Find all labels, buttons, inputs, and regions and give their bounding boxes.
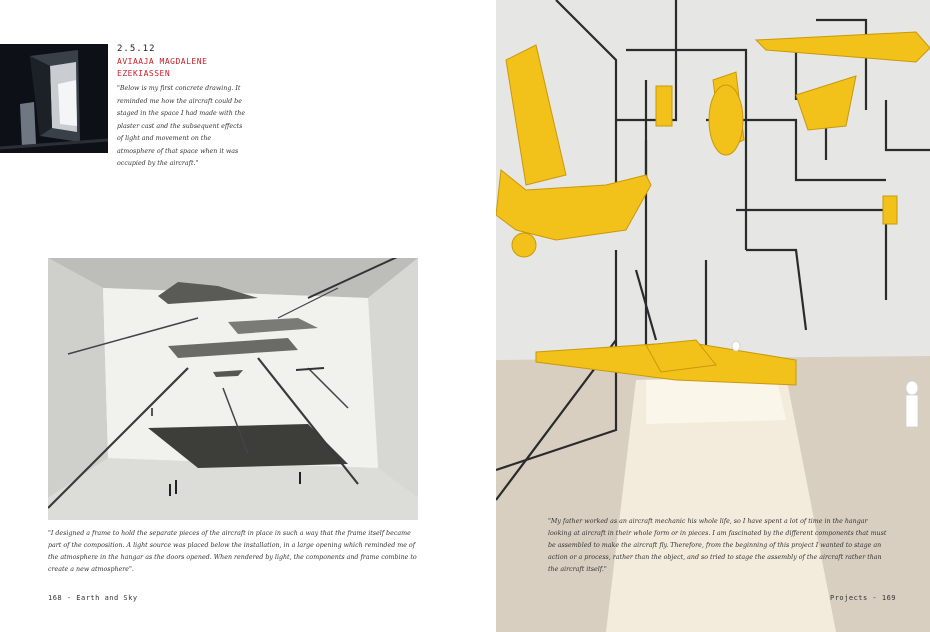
author-name xyxy=(117,56,237,80)
author-name-line-1: AVIAAJA MAGDALENE xyxy=(117,57,208,66)
intro-quote: "Below is my first concrete drawing. It reminded me how the aircraft could be staged in the space I had made with the plaster cast and the subsequent effects of light and movement on the atmosphere of that space when it was occupied by the aircraft." xyxy=(117,85,246,167)
right-folio: Projects - 169 xyxy=(830,594,897,602)
right-caption: "My father worked as an aircraft mechanic his whole life, so I have spent a lot of time in the hangar looking at aircraft in their whole form or in pieces. I am fascinated by the different components that must be assembled to make the aircraft fly. Therefore, from the beginning of this project I wanted to stage an action or a process, rather than the object, and so tried to stage the assembly of the aircraft rather than the aircraft itself." xyxy=(548,518,887,573)
author-name-line-2: EZEKIASSEN xyxy=(117,69,171,78)
entry-date: 2.5.12 xyxy=(117,44,156,54)
left-folio: 168 - Earth and Sky xyxy=(48,594,138,602)
concrete-model-photo xyxy=(0,44,108,153)
pencil-sketch xyxy=(48,258,418,520)
left-caption: "I designed a frame to hold the separate pieces of the aircraft in place in such a way that the frame itself became part of the composition. A light source was placed below the installation, in a large opening which reminded me of the atmosphere in the hangar as the doors opened. When rendered by light, the components and frame combine to create a new atmosphere". xyxy=(48,530,417,573)
